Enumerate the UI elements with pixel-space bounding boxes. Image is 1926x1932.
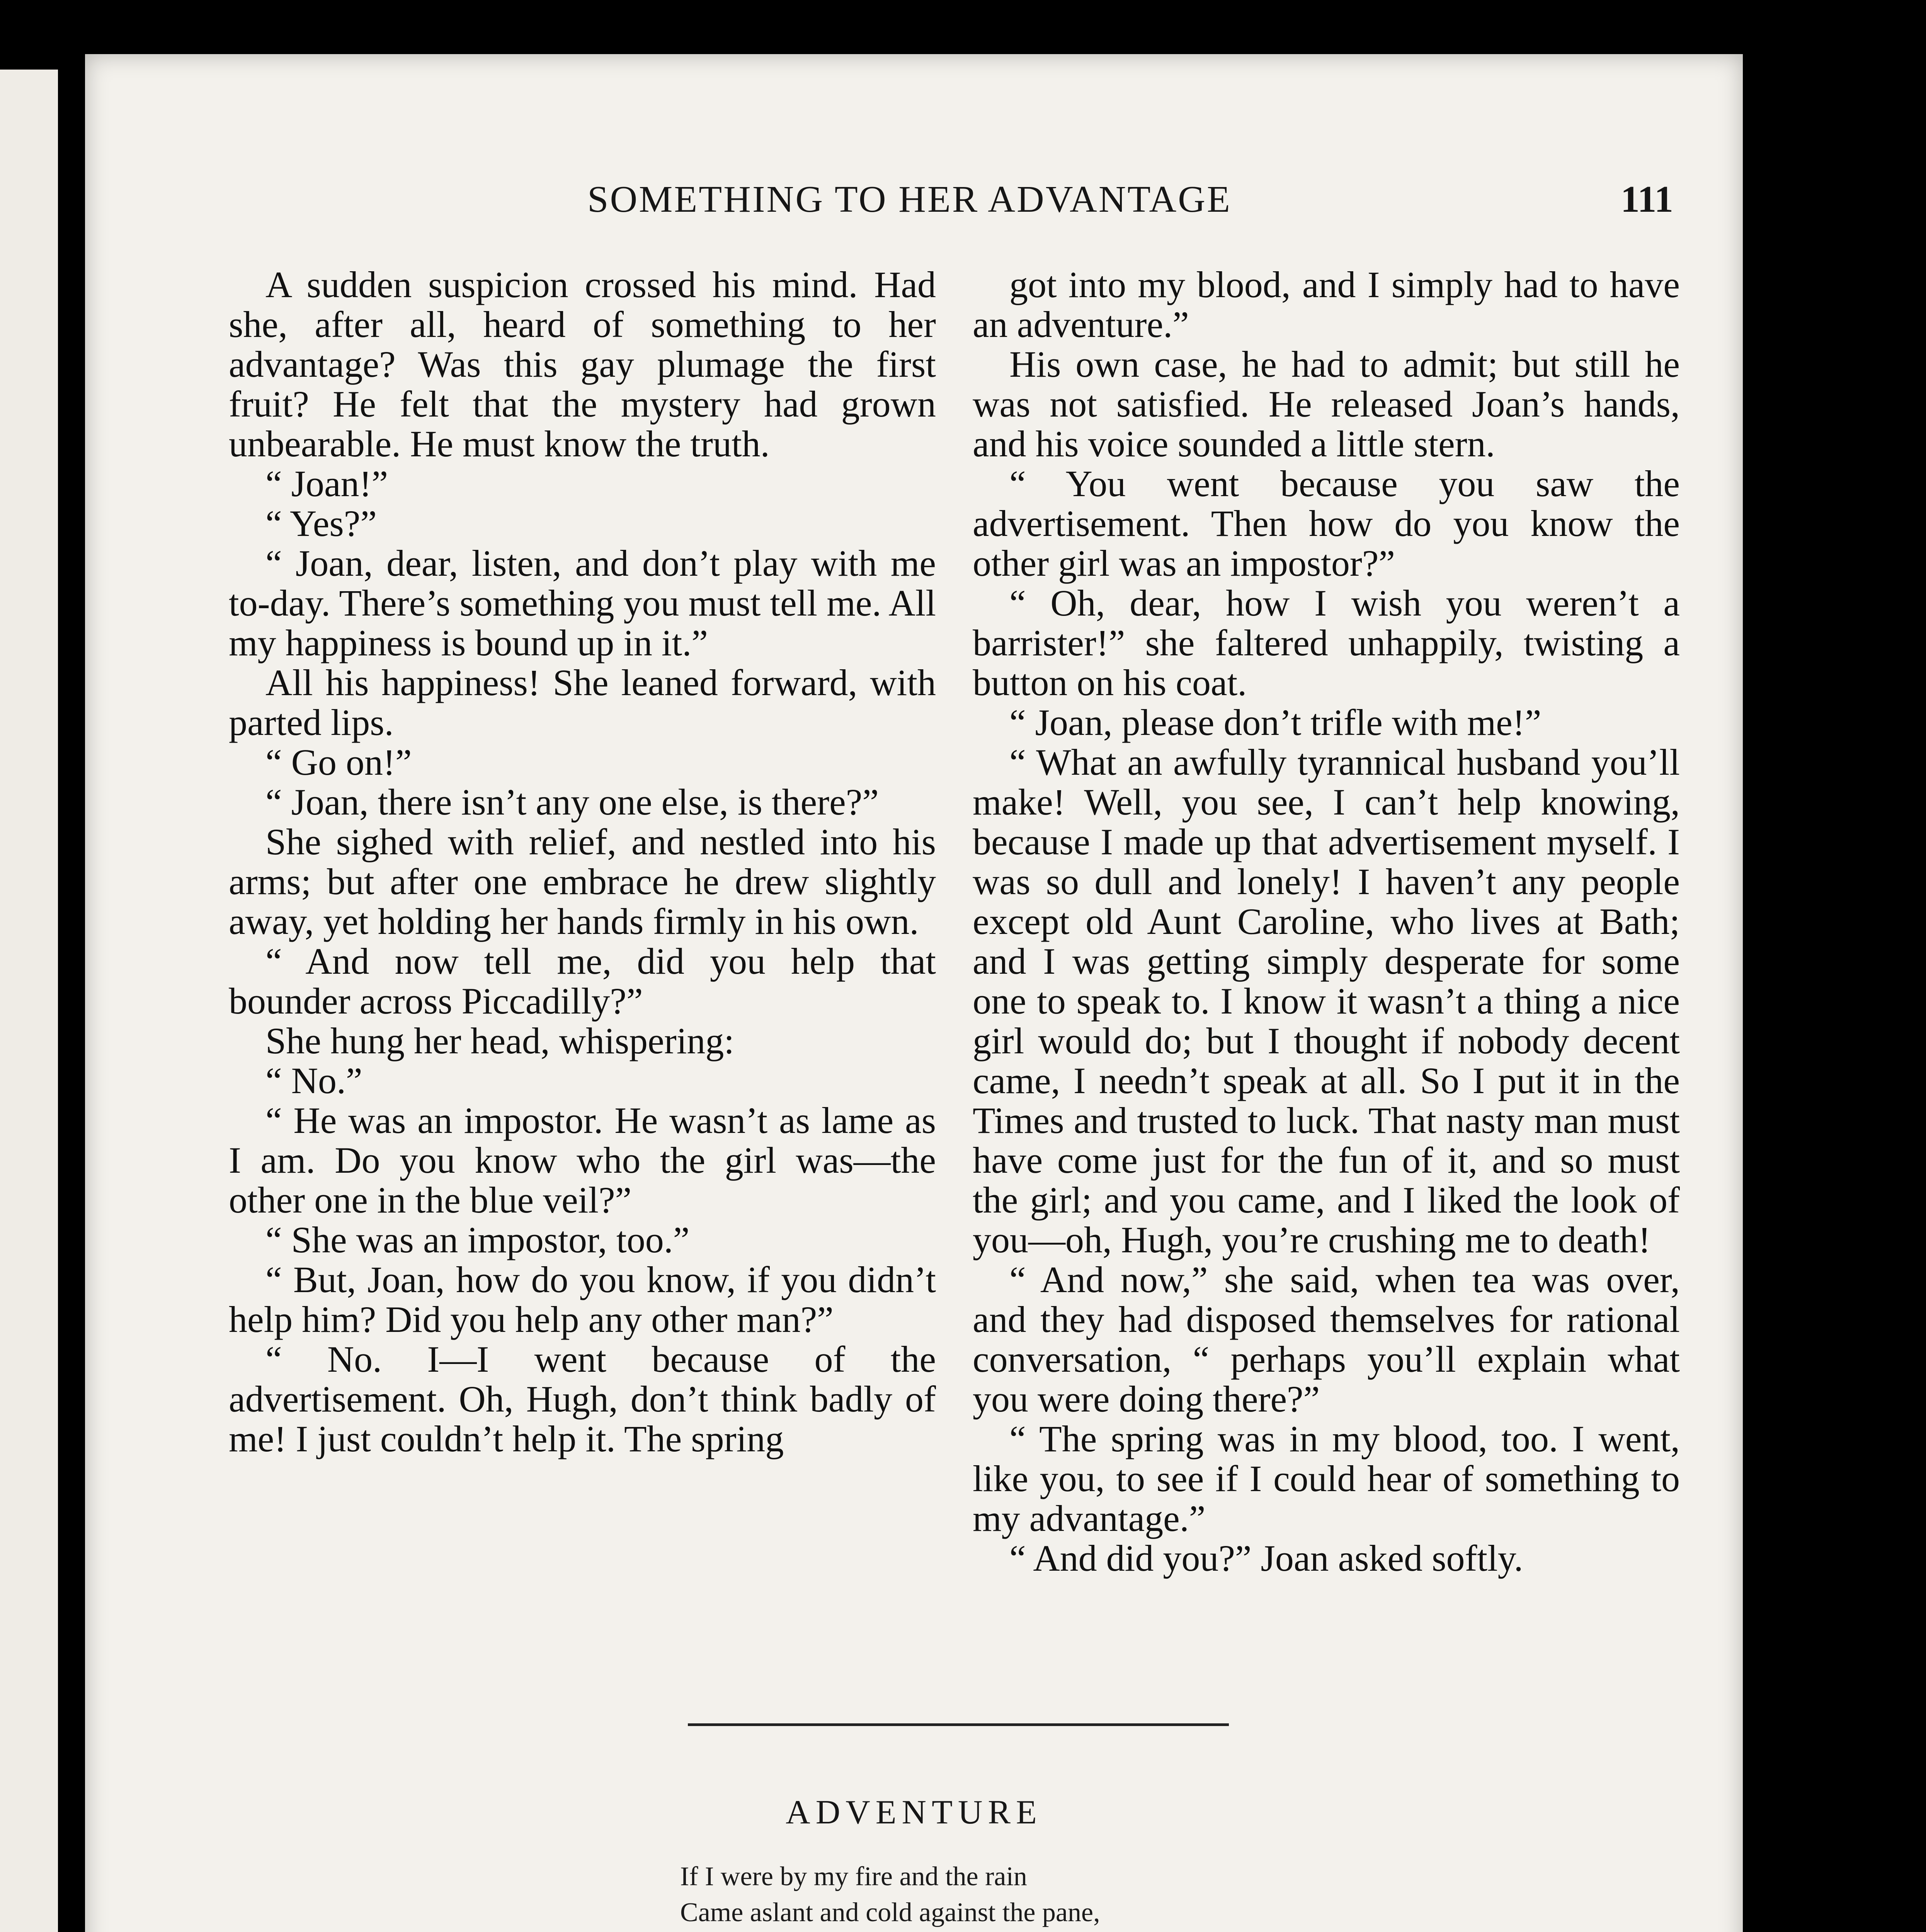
paragraph: “ Go on!” <box>265 742 412 783</box>
running-title: SOMETHING TO HER ADVANTAGE <box>587 179 1232 220</box>
paragraph: “ Joan, dear, listen, and don’t play with me to-day. There’s something you must tell me. All my happiness is bound up in it.” <box>229 543 936 663</box>
paragraph: “ Joan!” <box>265 463 388 504</box>
paragraph: All his happiness! She leaned forward, with parted lips. <box>229 662 936 743</box>
paragraph: “ Oh, dear, how I wish you weren’t a barrister!” she faltered unhappily, twisting a button on his coat. <box>973 582 1680 703</box>
adjacent-page-edge <box>0 70 58 1932</box>
paragraph: “ No.” <box>265 1060 362 1101</box>
paragraph: “ No. I—I went because of the advertisement. Oh, Hugh, don’t think badly of me! I just couldn’t help it. The spring <box>229 1338 936 1459</box>
page-number: 111 <box>1620 179 1673 220</box>
paragraph: “ She was an impostor, too.” <box>265 1219 690 1260</box>
paragraph: “ And did you?” Joan asked softly. <box>1009 1537 1523 1579</box>
paragraph: She hung her head, whispering: <box>265 1020 735 1061</box>
book-page <box>85 54 1743 1932</box>
paragraph: His own case, he had to admit; but still he was not satisfied. He released Joan’s hands, and his voice sounded a little stern. <box>973 344 1680 464</box>
left-column <box>229 265 936 1459</box>
running-head <box>85 178 1743 232</box>
adjacent-page-fragments <box>0 70 58 1932</box>
section-divider <box>688 1723 1229 1726</box>
poem-line <box>680 1930 1530 1932</box>
paragraph: “ What an awfully tyrannical husband you’ll make! Well, you see, I can’t help knowing, because I made up that advertisement myself. I was so dull and lonely! I haven’t any people except old Aunt Caroline, who lives at Bath; and I was getting simply desperate for some one to speak to. I know it wasn’t a thing a nice girl would do; but I thought if nobody decent came, I needn’t speak at all. So I put it in the Times and trusted to luck. That nasty man must have come just for the fun of it, and so must the girl; and you came, and I liked the look of you—oh, Hugh, you’re crushing me to death! <box>973 742 1680 1260</box>
paragraph: “ He was an impostor. He wasn’t as lame as I am. Do you know who the girl was—the other one in the blue veil?” <box>229 1100 936 1221</box>
paragraph: “ Joan, there isn’t any one else, is there?” <box>265 781 879 823</box>
paragraph: “ You went because you saw the advertisement. Then how do you know the other girl was an impostor?” <box>973 463 1680 584</box>
poem-line: Came aslant and cold against the pane, <box>680 1898 1100 1927</box>
poem-line: If I were by my fire and the rain <box>680 1862 1027 1891</box>
paragraph: “ And now tell me, did you help that bounder across Piccadilly?” <box>229 940 936 1022</box>
poem-stanza <box>680 1859 1530 1932</box>
paragraph: A sudden suspicion crossed his mind. Had she, after all, heard of something to her advantage? Was this gay plumage the first fruit? He felt that the mystery had grown unbearable. He must know the truth. <box>229 264 936 464</box>
paragraph: She sighed with relief, and nestled into his arms; but after one embrace he drew slightly away, yet holding her hands firmly in his own. <box>229 821 936 942</box>
right-column <box>973 265 1680 1578</box>
poem-title: ADVENTURE <box>786 1794 1042 1831</box>
paragraph: “ Yes?” <box>265 503 377 544</box>
paragraph: “ But, Joan, how do you know, if you didn’t help him? Did you help any other man?” <box>229 1259 936 1340</box>
paragraph: “ The spring was in my blood, too. I went, like you, to see if I could hear of something to my advantage.” <box>973 1418 1680 1539</box>
poem-body <box>680 1859 1530 1932</box>
story-text <box>229 265 1686 1752</box>
paragraph: “ Joan, please don’t trifle with me!” <box>1009 702 1541 743</box>
paragraph: “ And now,” she said, when tea was over, and they had disposed themselves for rational conversation, “ perhaps you’ll explain what you were doing there?” <box>973 1259 1680 1420</box>
paragraph: got into my blood, and I simply had to have an adventure.” <box>973 264 1680 345</box>
